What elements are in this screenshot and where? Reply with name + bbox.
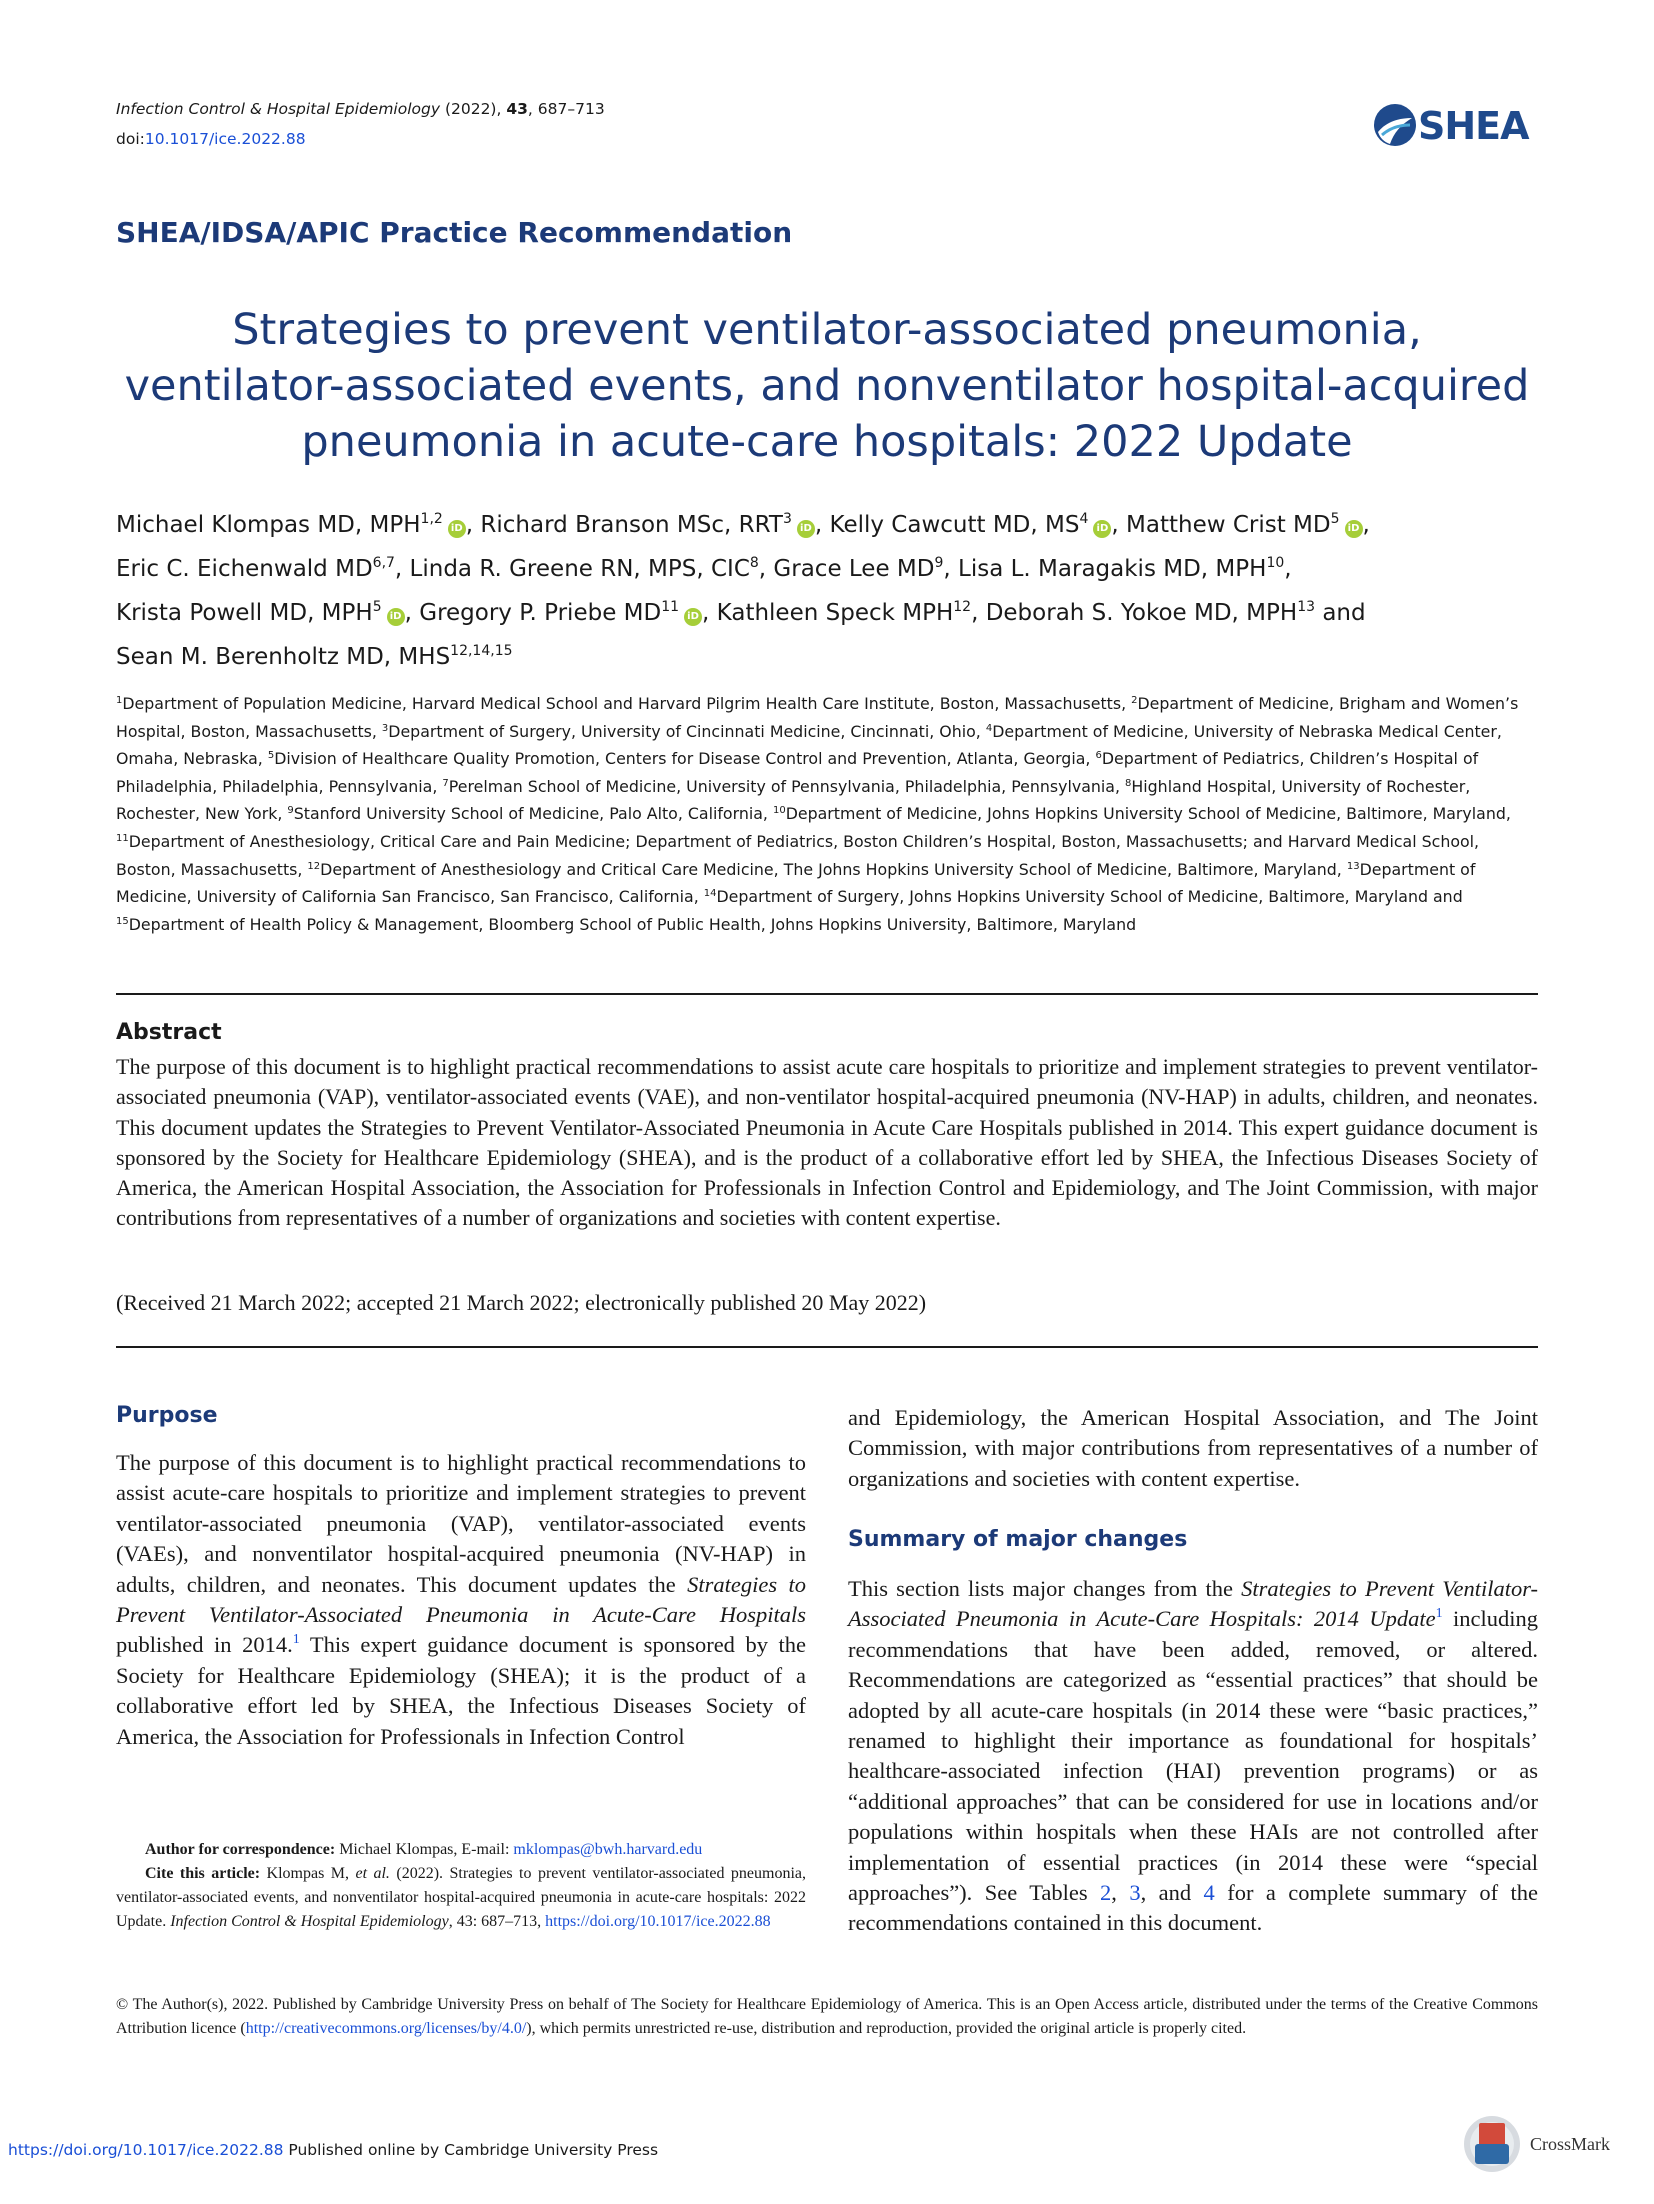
- reference-link[interactable]: 1: [292, 1632, 300, 1648]
- affil-text: Perelman School of Medicine, University of Pennsylvania, Philadelphia, Pennsylvania,: [448, 776, 1126, 796]
- affil-number: 1: [116, 695, 123, 706]
- affil-number: 11: [116, 832, 129, 844]
- license-link[interactable]: http://creativecommons.org/licenses/by/4.0/: [245, 2020, 527, 2037]
- cite-text: (2022). Strategies to prevent ventilator-associated pneumonia, ventilator-associated events, and nonventilator hospital-acquired pneumonia in acute-care hospitals: 2022 Update.: [116, 1865, 806, 1930]
- author-line: Eric C. Eichenwald MD$^{6,7}$, Linda R. Greene RN, MPS, CIC$^8$, Grace Lee $MD^9$, Lisa L. Maragakis MD, MPH$^{10}$,: [116, 555, 1292, 582]
- footer-doi-link[interactable]: https://doi.org/10.1017/ice.2022.88: [8, 2141, 284, 2159]
- affil-number: 8: [1125, 777, 1132, 789]
- footer-line: [8, 2141, 658, 2159]
- affil-text: Department of Medicine, University of California San Francisco, San Francisco, California,: [116, 859, 1476, 907]
- doi-link[interactable]: 10.1017/ice.2022.88: [144, 130, 306, 148]
- article-type: SHEA/IDSA/APIC Practice Recommendation: [116, 216, 793, 249]
- article-title: [116, 302, 1538, 470]
- summary-text: [848, 1574, 1538, 1939]
- copyright-text: ), which permits unrestricted re-use, distribution and reproduction, provided the original article is properly cited.: [526, 2020, 1247, 2037]
- reference-link[interactable]: 1: [1435, 1606, 1443, 1622]
- divider: [116, 1346, 1538, 1348]
- author-line: Michael Klompas MD, MPH$^{1,2}$iD , Richard Branson MSc, RRT$^3$iD , Kelly Cawcutt MD, $MS^4iD$ , Matthew Crist $MD^5iD$ ,: [116, 511, 1370, 538]
- summary-text-b: including recommendations that have been added, removed, or altered. Recommendations are categorized as “essential practices” that should be adopted by all acute-care hospitals (in 2014 these were “basic practices,” renamed to highlight their importance as foundational for hospitals’ healthcare-associated infection (HAI) prevention programs) or as “additional approaches” that can be considered for use in locations and/or populations within hospitals when these HAIs are not controlled after implementation of essential practices (in 2014 these were “special approaches”). See Tables: [848, 1606, 1538, 1906]
- affil-text: Department of Medicine, University of Nebraska Medical Center, Omaha, Nebraska,: [116, 721, 1502, 769]
- affil-text: Department of Health Policy & Management, Bloomberg School of Public Health, Johns Hopkins University, Baltimore, Maryland: [128, 914, 1137, 934]
- affil-number: 10: [772, 805, 786, 817]
- purpose-text: [116, 1448, 806, 1752]
- author-name: Eric C. Eichenwald MD: [116, 556, 373, 582]
- correspondence-box: [116, 1838, 806, 1934]
- orcid-icon[interactable]: iD: [448, 520, 466, 538]
- author-name: , Lisa L. Maragakis MD, MPH: [943, 556, 1267, 582]
- author-affil-ref: 12: [953, 599, 972, 615]
- author-name: , Richard Branson MSc, RRT: [465, 512, 783, 538]
- affil-text: Department of Medicine, Brigham and Women’s Hospital, Boston, Massachusetts,: [116, 694, 1519, 741]
- affil-text: Department of Anesthesiology and Critical Care Medicine, The Johns Hopkins University School of Medicine, Baltimore, Maryland,: [320, 859, 1347, 879]
- affil-number: 13: [1346, 860, 1360, 872]
- copyright-text: © The Author(s), 2022. Published by Cambridge University Press on behalf of The Society for Healthcare Epidemiology of America. This is an Open Access article, distributed under the terms of the Creative Commons Attribution licence (: [116, 1996, 1538, 2037]
- orcid-icon[interactable]: iD: [684, 608, 702, 626]
- abstract-heading: Abstract: [116, 1020, 222, 1045]
- purpose-cited-title: Strategies to Prevent Ventilator-Associated Pneumonia in Acute-Care Hospitals: [116, 1571, 806, 1628]
- affil-number: 6: [1095, 750, 1102, 762]
- doi-prefix: doi:: [116, 130, 145, 148]
- affil-text: Highland Hospital, University of Rochester, Rochester, New York,: [116, 776, 1471, 824]
- author-affil-ref: 11: [661, 599, 680, 615]
- crossmark-label: CrossMark: [1530, 2134, 1610, 2154]
- cite-text: Klompas M,: [260, 1865, 356, 1882]
- affil-text: Department of Surgery, University of Cincinnati Medicine, Cincinnati, Ohio,: [388, 721, 986, 741]
- orcid-icon[interactable]: iD: [1345, 520, 1363, 538]
- author-affil-ref: 6,7: [372, 555, 395, 571]
- table-link-4[interactable]: 4: [1203, 1880, 1215, 1906]
- summary-heading: Summary of major changes: [848, 1527, 1188, 1552]
- journal-pages: , 687–713: [527, 100, 605, 118]
- table-link-3[interactable]: 3: [1129, 1880, 1141, 1906]
- affil-number: 15: [116, 915, 129, 927]
- correspondence-label: Author for correspondence:: [145, 1841, 336, 1858]
- purpose-text-c: This expert guidance document is sponsored by the Society for Healthcare Epidemiology (SHEA); it is the product of a collaborative effort led by SHEA, the Infectious Diseases Society of America, the Association for Professionals in Infection Control: [116, 1632, 806, 1749]
- affil-text: Department of Population Medicine, Harvard Medical School and Harvard Pilgrim Health Care Institute, Boston, Massachusetts,: [122, 694, 1132, 713]
- affil-text: Department of Medicine, Johns Hopkins University School of Medicine, Baltimore, Maryland,: [785, 804, 1511, 824]
- author-line: [116, 600, 1366, 626]
- author-affil-ref: 12,14,15: [450, 643, 513, 659]
- cite-journal: Infection Control & Hospital Epidemiology: [170, 1913, 449, 1930]
- journal-volume: 43: [506, 100, 528, 118]
- affil-text: Stanford University School of Medicine, Palo Alto, California,: [293, 804, 773, 824]
- summary-text-a: This section lists major changes from the: [848, 1576, 1242, 1601]
- affil-number: 12: [307, 860, 321, 872]
- received-dates: (Received 21 March 2022; accepted 21 March 2022; electronically published 20 May 2022): [116, 1290, 927, 1315]
- summary-text-c: for a complete summary of the recommendations contained in this document.: [848, 1880, 1538, 1936]
- author-affil-ref: 4: [1079, 511, 1089, 527]
- shea-logo-icon: [1372, 102, 1418, 148]
- orcid-icon[interactable]: iD: [387, 608, 405, 626]
- correspondence-name: Michael Klompas, E-mail:: [335, 1841, 514, 1858]
- author-name: Sean M. Berenholtz MD, MHS: [116, 644, 451, 670]
- author-affil-ref: 10: [1266, 555, 1285, 571]
- cite-line: [116, 1862, 806, 1934]
- purpose-continued: and Epidemiology, the American Hospital Association, and The Joint Commission, with major contributions from representatives of a number of organizations and societies with content expertise.: [848, 1405, 1538, 1491]
- affil-number: 14: [703, 888, 717, 900]
- cite-etal: et al.: [355, 1865, 390, 1882]
- author-line: [116, 644, 513, 670]
- title-line: Strategies to prevent ventilator-associated pneumonia,: [232, 305, 1422, 355]
- title-line: ventilator-associated events, and nonventilator hospital-acquired: [124, 361, 1530, 411]
- correspondence-line: [116, 1838, 806, 1862]
- affil-number: 4: [985, 722, 993, 734]
- orcid-icon[interactable]: iD: [797, 520, 815, 538]
- shea-logo-text: SHEA: [1418, 104, 1529, 148]
- affil-number: 3: [381, 722, 389, 734]
- separator: , and: [1140, 1880, 1204, 1906]
- title-line: pneumonia in acute-care hospitals: 2022 Update: [301, 417, 1353, 467]
- crossmark-badge[interactable]: [1462, 2114, 1632, 2178]
- journal-name: Infection Control & Hospital Epidemiology: [116, 100, 441, 118]
- doi-line: [116, 130, 306, 148]
- summary-cited-title: Strategies to Prevent Ventilator-Associated Pneumonia in Acute-Care Hospitals: 2014 Update: [848, 1576, 1539, 1632]
- author-affil-ref: 1,2: [420, 511, 443, 527]
- author-affil-ref: 8: [749, 555, 759, 571]
- abstract-text: The purpose of this document is to highlight practical recommendations to assist acute care hospitals to prioritize and implement strategies to prevent ventilator-associated pneumonia (VAP), ventilator-associated events (VAE), and non-ventilator hospital-acquired pneumonia (NV-HAP) in adults, children, and neonates. This document updates the Strategies to Prevent Ventilator-Associated Pneumonia in Acute Care Hospitals published in 2014. This expert guidance document is sponsored by the Society for Healthcare Epidemiology (SHEA), and is the product of a collaborative effort led by SHEA, the Infectious Diseases Society of America, the American Hospital Association, the Association for Professionals in Infection Control and Epidemiology, and The Joint Commission, with major contributions from representatives of a number of organizations and societies with content expertise.: [116, 1054, 1538, 1231]
- author-name: Krista Powell MD, MPH: [116, 600, 373, 626]
- author-name: , Kathleen Speck MPH: [702, 600, 954, 626]
- author-affil-ref: 9: [934, 555, 944, 571]
- affil-number: 7: [442, 777, 449, 789]
- author-affil-ref: 3: [782, 511, 792, 527]
- cite-text: , 43: 687–713,: [448, 1913, 546, 1930]
- journal-citation: [116, 100, 605, 118]
- author-name: , Gregory P. Priebe MD: [404, 600, 662, 626]
- author-affil-ref: 5: [1330, 511, 1340, 527]
- author-name: , Linda R. Greene RN, MPS, CIC: [394, 556, 750, 582]
- author-name: , Matthew Crist MD: [1111, 512, 1331, 538]
- purpose-text-b: published in 2014.: [116, 1632, 293, 1658]
- affil-number: 2: [1131, 695, 1138, 706]
- crossmark-icon: [1462, 2114, 1522, 2174]
- shea-logo: [1372, 102, 1542, 150]
- footer-published: Published online by Cambridge University Press: [283, 2141, 659, 2159]
- journal-year: (2022),: [440, 100, 507, 118]
- affil-text: Division of Healthcare Quality Promotion, Centers for Disease Control and Prevention, Atlanta, Georgia,: [274, 749, 1096, 769]
- author-name: , Grace Lee MD: [758, 556, 935, 582]
- author-conjunction: and: [1315, 600, 1366, 626]
- affil-number: 5: [267, 750, 275, 762]
- table-link-2[interactable]: 2: [1100, 1880, 1112, 1906]
- affil-text: Department of Pediatrics, Children’s Hospital of Philadelphia, Philadelphia, Pennsylvania,: [116, 749, 1479, 796]
- affil-text: Department of Surgery, Johns Hopkins University School of Medicine, Baltimore, Maryland and: [716, 887, 1463, 907]
- affil-text: Department of Anesthesiology, Critical Care and Pain Medicine; Department of Pediatrics, Boston Children’s Hospital, Boston, Massachusetts; and Harvard Medical School, Boston, Massachusetts,: [116, 831, 1480, 879]
- copyright-notice: [116, 1993, 1538, 2041]
- cite-doi-link[interactable]: https://doi.org/10.1017/ice.2022.88: [545, 1913, 771, 1930]
- author-name: , Deborah S. Yokoe MD, MPH: [971, 600, 1298, 626]
- author-affil-ref: 13: [1297, 599, 1316, 615]
- author-name: Michael Klompas MD, MPH: [116, 512, 421, 538]
- author-name: , Kelly Cawcutt MD, MS: [814, 512, 1080, 538]
- divider: [116, 993, 1538, 995]
- correspondence-email-link[interactable]: mklompas@bwh.harvard.edu: [513, 1841, 703, 1858]
- author-affil-ref: 5: [372, 599, 382, 615]
- purpose-heading: Purpose: [116, 1403, 218, 1428]
- affil-number: 9: [287, 805, 294, 817]
- purpose-text-a: The purpose of this document is to highlight practical recommendations to assist acute-care hospitals to prioritize and implement strategies to prevent ventilator-associated pneumonia (VAP), ventilator-associated events (VAEs), and nonventilator hospital-acquired pneumonia (NV-HAP) in adults, children, and neonates. This document updates the: [116, 1450, 806, 1597]
- separator: ,: [1111, 1880, 1130, 1906]
- affiliations: [116, 690, 1538, 938]
- cite-label: Cite this article:: [145, 1865, 261, 1882]
- orcid-icon[interactable]: iD: [1093, 520, 1111, 538]
